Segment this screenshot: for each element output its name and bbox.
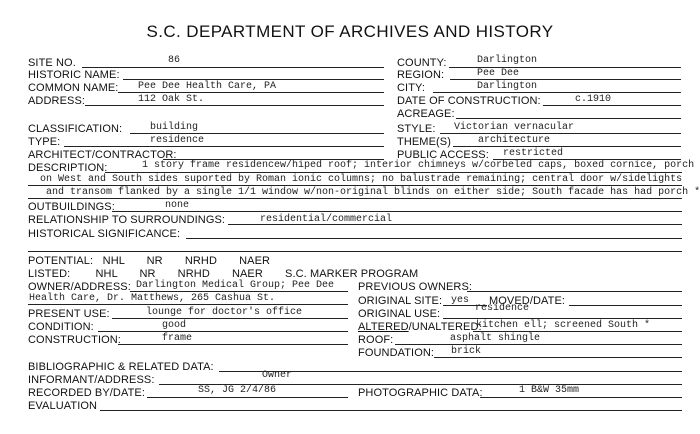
themes-line xyxy=(453,146,681,147)
altered-unaltered-label xyxy=(358,321,482,333)
architect-label: ARCHITECT/CONTRACTOR: xyxy=(28,149,177,161)
style-label: STYLE: xyxy=(397,123,436,135)
construction-label: CONSTRUCTION: xyxy=(28,334,121,346)
altered-value: kitchen ell; screened South * xyxy=(476,320,651,331)
outbuildings-line xyxy=(112,211,682,212)
classification-line xyxy=(130,133,384,134)
description-line-2 xyxy=(28,185,682,186)
description-label: DESCRIPTION: xyxy=(28,162,108,174)
construction-line xyxy=(118,344,348,345)
construction-value: frame xyxy=(162,333,193,344)
recorded-by-value: SS, JG 2/4/86 xyxy=(198,385,277,396)
bibliographic-label: BIBLIOGRAPHIC & RELATED DATA: xyxy=(28,361,214,373)
listed-row: LISTED: NHL NR NRHD NAER S.C. MARKER PROGRAM xyxy=(28,268,419,280)
condition-value: good xyxy=(162,320,187,331)
common-name-label: COMMON NAME: xyxy=(28,82,119,94)
original-site-value: yes xyxy=(451,295,470,306)
city-line xyxy=(433,92,681,93)
description-line-3 xyxy=(28,198,682,199)
relationship-label: RELATIONSHIP TO SURROUNDINGS: xyxy=(28,214,226,226)
common-name-line xyxy=(118,92,384,93)
style-line xyxy=(440,133,681,134)
relationship-value: residential/commercial xyxy=(260,214,393,225)
historic-name-label: HISTORIC NAME: xyxy=(28,69,120,81)
site-no-label: SITE NO. xyxy=(28,57,76,69)
county-label: COUNTY: xyxy=(397,57,447,69)
city-value: Darlington xyxy=(477,81,538,92)
historical-significance-label: HISTORICAL SIGNIFICANCE: xyxy=(28,228,181,240)
date-of-construction-line xyxy=(543,105,681,106)
owner-address-label: OWNER/ADDRESS: xyxy=(28,281,131,293)
description-value-2: on West and South sides suported by Roman ionic columns; no balustrade remaining; central door w/sidelights xyxy=(40,174,683,185)
outbuildings-label: OUTBUILDINGS: xyxy=(28,201,115,213)
original-use-value: residence xyxy=(475,303,530,314)
region-label: REGION: xyxy=(397,69,445,81)
potential-row: POTENTIAL: NHL NR NRHD NAER xyxy=(28,255,271,267)
date-of-construction-value: c.1910 xyxy=(575,94,612,105)
unaltered-label: /UNALTERED: xyxy=(408,321,482,333)
city-label: CITY: xyxy=(397,82,426,94)
evaluation-line xyxy=(100,410,682,411)
description-value-1: 1 story frame residencew/hiped roof; interior chimneys w/corbeled caps, boxed cornice, porch xyxy=(142,160,695,171)
themes-label: THEME(S) xyxy=(397,136,451,148)
informant-value: Owner xyxy=(262,370,293,381)
foundation-label: FOUNDATION: xyxy=(358,347,435,359)
present-use-label: PRESENT USE: xyxy=(28,308,110,320)
owner-address-line-2 xyxy=(28,304,348,305)
foundation-line xyxy=(434,357,682,358)
acreage-line xyxy=(456,118,681,119)
classification-value: building xyxy=(150,122,199,133)
condition-label: CONDITION: xyxy=(28,321,94,333)
region-line xyxy=(450,79,681,80)
type-value: residence xyxy=(150,135,205,146)
common-name-value: Pee Dee Health Care, PA xyxy=(138,81,277,92)
style-value: Victorian vernacular xyxy=(454,122,575,133)
public-access-label: PUBLIC ACCESS: xyxy=(397,149,489,161)
date-of-construction-label: DATE OF CONSTRUCTION: xyxy=(397,95,541,107)
previous-owners-label: PREVIOUS OWNERS: xyxy=(358,281,473,293)
roof-label: ROOF: xyxy=(358,334,394,346)
original-use-line xyxy=(443,318,682,319)
evaluation-label: EVALUATION xyxy=(28,400,98,412)
recorded-by-label: RECORDED BY/DATE: xyxy=(28,387,146,399)
present-use-value: lounge for doctor's office xyxy=(146,307,303,318)
informant-label: INFORMANT/ADDRESS: xyxy=(28,374,155,386)
owner-value-1: Darlington Medical Group; Pee Dee xyxy=(136,280,335,291)
historical-significance-line-1 xyxy=(186,238,682,239)
address-label: ADDRESS: xyxy=(28,95,86,107)
altered-line xyxy=(473,331,682,332)
acreage-label: ACREAGE: xyxy=(397,108,455,120)
photographic-data-label: PHOTOGRAPHIC DATA: xyxy=(358,387,483,399)
owner-address-line-1 xyxy=(130,291,348,292)
type-line xyxy=(64,146,384,147)
region-value: Pee Dee xyxy=(477,68,520,79)
roof-value: asphalt shingle xyxy=(450,333,541,344)
type-label: TYPE: xyxy=(28,136,61,148)
original-use-label: ORIGINAL USE: xyxy=(358,308,441,320)
county-value: Darlington xyxy=(477,55,538,66)
site-no-value: 86 xyxy=(168,55,181,66)
site-no-line xyxy=(82,67,384,68)
moved-date-label: MOVED/DATE: xyxy=(489,295,566,307)
previous-owners-line xyxy=(467,291,682,292)
original-site-label: ORIGINAL SITE: xyxy=(358,295,443,307)
moved-date-line xyxy=(569,305,682,306)
historic-name-line xyxy=(123,79,384,80)
owner-value-2: Health Care, Dr. Matthews, 265 Cashua St. xyxy=(29,293,276,304)
form-title: S.C. DEPARTMENT OF ARCHIVES AND HISTORY xyxy=(146,22,554,41)
description-line-1 xyxy=(105,172,682,173)
roof-line xyxy=(395,344,682,345)
recorded-by-line xyxy=(147,397,348,398)
description-value-3: and transom flanked by a single 1/1 window w/non-original blinds on either side; South facade has had porch * xyxy=(46,187,700,198)
present-use-line xyxy=(112,318,348,319)
historical-significance-line-2 xyxy=(28,251,682,252)
condition-line xyxy=(98,331,348,332)
altered-label: ALTERED xyxy=(358,321,409,333)
themes-value: architecture xyxy=(478,135,551,146)
address-value: 112 Oak St. xyxy=(138,94,205,105)
classification-label: CLASSIFICATION: xyxy=(28,123,123,135)
photographic-data-line xyxy=(480,397,682,398)
photographic-data-value: 1 B&W 35mm xyxy=(519,385,580,396)
address-line xyxy=(85,105,384,106)
foundation-value: brick xyxy=(451,346,482,357)
outbuildings-value: none xyxy=(165,200,190,211)
public-access-value: restricted xyxy=(503,148,564,159)
